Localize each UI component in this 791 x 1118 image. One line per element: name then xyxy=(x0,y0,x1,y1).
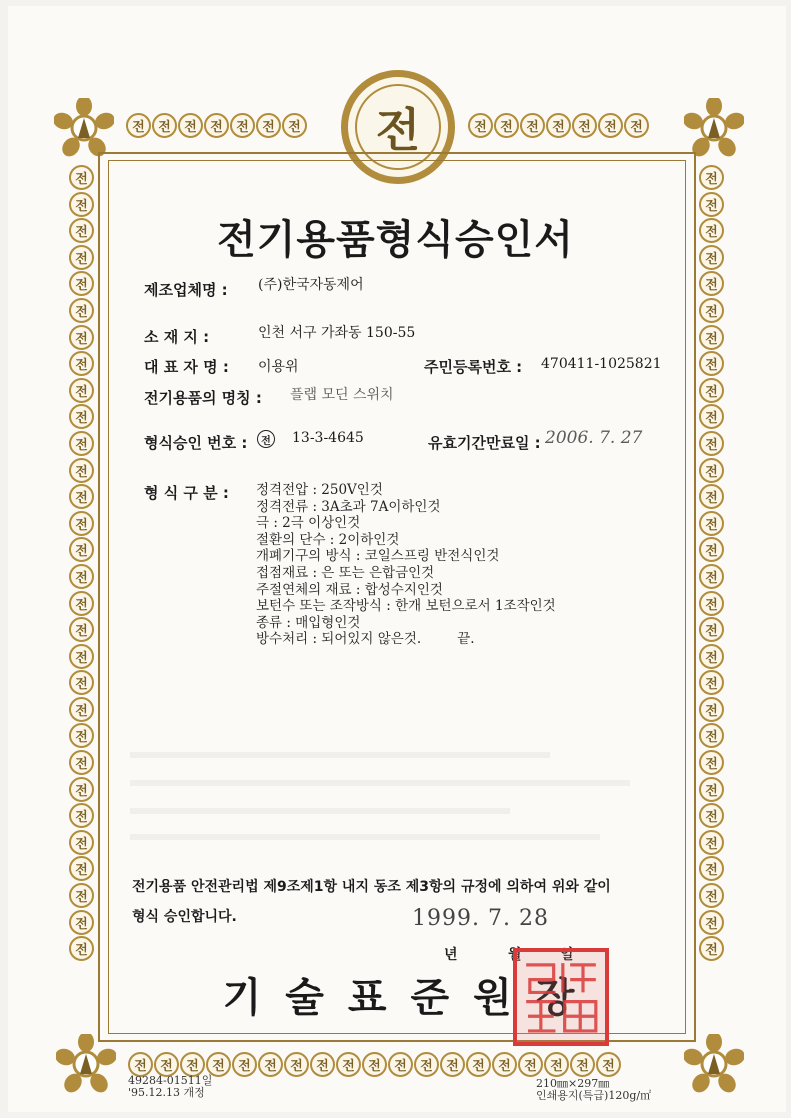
border-seal-icon: 전 xyxy=(69,458,94,483)
border-seal-icon: 전 xyxy=(388,1052,413,1077)
border-seal-icon: 전 xyxy=(69,644,94,669)
border-seal-column xyxy=(69,165,94,961)
border-seal-icon: 전 xyxy=(204,113,229,138)
paper-size-text: 210㎜×297㎜ xyxy=(536,1077,610,1090)
corner-emblem-icon xyxy=(684,1034,744,1094)
border-seal-icon: 전 xyxy=(69,271,94,296)
classification-item: 보턴수 또는 조작방식 : 한개 보턴으로서 1조작인것 xyxy=(256,598,556,615)
border-seal-icon: 전 xyxy=(69,617,94,642)
border-seal-icon: 전 xyxy=(699,404,724,429)
form-number xyxy=(128,1075,212,1099)
address-value: 인천 서구 가좌동 150-55 xyxy=(258,325,416,341)
seal-stamp-icon xyxy=(517,952,605,1042)
border-seal-icon: 전 xyxy=(546,113,571,138)
border-seal-icon: 전 xyxy=(69,750,94,775)
border-seal-icon: 전 xyxy=(699,298,724,323)
reverse-bleed xyxy=(130,780,630,786)
border-seal-icon: 전 xyxy=(126,113,151,138)
classification-item-text: 방수처리 : 되어있지 않은것. xyxy=(256,631,422,648)
classification-item: 정격전압 : 250V인것 xyxy=(256,482,383,498)
border-seal-icon: 전 xyxy=(282,113,307,138)
representative-value: 이용위 xyxy=(258,359,299,375)
corner-emblem-icon xyxy=(56,1034,116,1094)
border-seal-icon: 전 xyxy=(256,113,281,138)
border-seal-icon: 전 xyxy=(699,564,724,589)
expiry-date-value: 2006. 7. 27 xyxy=(545,428,643,448)
issue-date: 1999. 7. 28 xyxy=(412,906,549,931)
issuer-name: 기술표준원장 xyxy=(222,975,599,1021)
border-seal-icon: 전 xyxy=(699,458,724,483)
year-label: 년 xyxy=(444,947,458,963)
border-seal-icon: 전 xyxy=(699,830,724,855)
product-name-value: 플랩 모딘 스위치 xyxy=(290,387,394,403)
border-seal-icon: 전 xyxy=(699,856,724,881)
classification-label: 형 식 구 분 : xyxy=(144,484,229,502)
border-seal-icon: 전 xyxy=(699,697,724,722)
border-seal-column xyxy=(699,165,724,961)
representative-label: 대 표 자 명 : xyxy=(144,358,229,376)
border-seal-icon: 전 xyxy=(440,1052,465,1077)
border-seal-icon: 전 xyxy=(699,431,724,456)
border-seal-icon: 전 xyxy=(699,591,724,616)
approval-number-value: 13-3-4645 xyxy=(292,430,364,446)
approval-mark-icon: 전 xyxy=(257,430,275,448)
border-seal-icon: 전 xyxy=(699,777,724,802)
border-seal-icon: 전 xyxy=(128,1052,153,1077)
border-seal-icon: 전 xyxy=(69,670,94,695)
classification-item: 정격전류 : 3A초과 7A이하인것 xyxy=(256,498,441,515)
border-seal-icon: 전 xyxy=(699,325,724,350)
border-seal-icon: 전 xyxy=(69,564,94,589)
border-seal-icon: 전 xyxy=(69,298,94,323)
border-seal-icon: 전 xyxy=(69,192,94,217)
border-seal-icon: 전 xyxy=(699,723,724,748)
border-seal-icon: 전 xyxy=(69,484,94,509)
border-seal-icon: 전 xyxy=(699,803,724,828)
border-seal-icon: 전 xyxy=(518,1052,543,1077)
classification-item: 주절연체의 재료 : 합성수지인것 xyxy=(256,581,443,598)
border-seal-row xyxy=(126,113,307,138)
resident-number-label: 주민등록번호 : xyxy=(424,358,523,376)
border-seal-icon: 전 xyxy=(699,165,724,190)
border-seal-icon: 전 xyxy=(699,537,724,562)
document-title: 전기용품형식승인서 xyxy=(217,217,574,263)
border-seal-icon: 전 xyxy=(69,936,94,961)
border-seal-icon: 전 xyxy=(699,936,724,961)
border-seal-icon: 전 xyxy=(69,537,94,562)
resident-number-value: 470411-1025821 xyxy=(541,356,662,372)
border-seal-icon: 전 xyxy=(492,1052,517,1077)
border-seal-icon: 전 xyxy=(232,1052,257,1077)
border-seal-icon: 전 xyxy=(284,1052,309,1077)
border-seal-icon: 전 xyxy=(699,883,724,908)
corner-emblem-icon xyxy=(684,98,744,158)
manufacturer-label: 제조업체명 : xyxy=(144,281,228,299)
border-seal-icon: 전 xyxy=(699,617,724,642)
border-seal-icon: 전 xyxy=(178,113,203,138)
reverse-bleed xyxy=(130,834,600,840)
border-seal-icon: 전 xyxy=(69,245,94,270)
reverse-bleed xyxy=(130,752,550,758)
reverse-bleed xyxy=(130,808,510,814)
border-seal-icon: 전 xyxy=(69,165,94,190)
legal-statement-line: 전기용품 안전관리법 제9조제1항 내지 동조 제3항의 규정에 의하여 위와 같이 xyxy=(132,879,611,895)
border-seal-icon: 전 xyxy=(154,1052,179,1077)
border-seal-icon: 전 xyxy=(69,803,94,828)
classification-item: 접점재료 : 은 또는 은합금인것 xyxy=(256,564,435,581)
border-seal-icon: 전 xyxy=(699,351,724,376)
form-number-text: 49284-01511일 xyxy=(128,1074,213,1087)
legal-statement-line: 형식 승인합니다. xyxy=(132,909,237,925)
border-seal-icon: 전 xyxy=(520,113,545,138)
border-seal-icon: 전 xyxy=(699,378,724,403)
border-seal-icon: 전 xyxy=(69,723,94,748)
border-seal-icon: 전 xyxy=(69,351,94,376)
end-mark: 끝. xyxy=(457,631,475,648)
border-seal-icon: 전 xyxy=(699,218,724,243)
border-seal-icon: 전 xyxy=(258,1052,283,1077)
border-seal-icon: 전 xyxy=(494,113,519,138)
paper-type-text: 인쇄용지(특급)120g/㎡ xyxy=(536,1089,652,1102)
border-seal-icon: 전 xyxy=(336,1052,361,1077)
manufacturer-value: (주)한국자동제어 xyxy=(258,277,364,293)
border-seal-icon: 전 xyxy=(699,910,724,935)
border-seal-icon: 전 xyxy=(699,750,724,775)
classification-list xyxy=(256,482,556,648)
border-seal-icon: 전 xyxy=(414,1052,439,1077)
border-seal-icon: 전 xyxy=(69,830,94,855)
border-seal-icon: 전 xyxy=(69,910,94,935)
border-seal-icon: 전 xyxy=(544,1052,569,1077)
border-seal-icon: 전 xyxy=(699,484,724,509)
product-name-label: 전기용품의 명칭 : xyxy=(144,389,262,407)
classification-item: 절환의 단수 : 2이하인것 xyxy=(256,531,400,548)
classification-item xyxy=(256,631,556,648)
border-seal-icon: 전 xyxy=(699,192,724,217)
border-seal-icon: 전 xyxy=(598,113,623,138)
corner-emblem-icon xyxy=(54,98,114,158)
border-seal-icon: 전 xyxy=(624,113,649,138)
border-seal-icon: 전 xyxy=(69,883,94,908)
border-seal-icon: 전 xyxy=(699,644,724,669)
border-seal-icon: 전 xyxy=(152,113,177,138)
border-seal-icon: 전 xyxy=(69,325,94,350)
approval-number-label: 형식승인 번호 : xyxy=(144,434,248,452)
address-label: 소 재 지 : xyxy=(144,328,210,346)
border-seal-icon: 전 xyxy=(69,431,94,456)
border-seal-icon: 전 xyxy=(310,1052,335,1077)
border-seal-icon: 전 xyxy=(699,245,724,270)
border-seal-icon: 전 xyxy=(69,404,94,429)
border-seal-icon: 전 xyxy=(699,670,724,695)
classification-item: 개폐기구의 방식 : 코일스프링 반전식인것 xyxy=(256,548,500,565)
day-label: 일 xyxy=(560,947,574,963)
border-seal-icon: 전 xyxy=(466,1052,491,1077)
border-seal-icon: 전 xyxy=(180,1052,205,1077)
border-seal-icon: 전 xyxy=(69,378,94,403)
border-seal-icon: 전 xyxy=(69,856,94,881)
border-seal-icon: 전 xyxy=(362,1052,387,1077)
border-seal-icon: 전 xyxy=(572,113,597,138)
border-seal-icon: 전 xyxy=(699,511,724,536)
border-seal-icon: 전 xyxy=(468,113,493,138)
month-label: 월 xyxy=(508,947,522,963)
border-seal-icon: 전 xyxy=(69,697,94,722)
border-seal-icon: 전 xyxy=(596,1052,621,1077)
border-seal-icon: 전 xyxy=(230,113,255,138)
border-seal-icon: 전 xyxy=(69,511,94,536)
border-seal-icon: 전 xyxy=(570,1052,595,1077)
form-revision-text: '95.12.13 개정 xyxy=(128,1086,205,1099)
border-seal-icon: 전 xyxy=(69,591,94,616)
official-seal-stamp xyxy=(513,948,609,1046)
expiry-date-label: 유효기간만료일 : xyxy=(428,434,541,452)
border-seal-icon: 전 xyxy=(699,271,724,296)
classification-item: 종류 : 매입형인것 xyxy=(256,614,361,631)
border-seal-icon: 전 xyxy=(206,1052,231,1077)
classification-item: 극 : 2극 이상인것 xyxy=(256,515,361,532)
certification-mark-char: 전 xyxy=(355,84,441,170)
border-seal-icon: 전 xyxy=(69,777,94,802)
border-seal-row xyxy=(468,113,649,138)
paper-spec xyxy=(536,1078,651,1102)
border-seal-icon: 전 xyxy=(69,218,94,243)
